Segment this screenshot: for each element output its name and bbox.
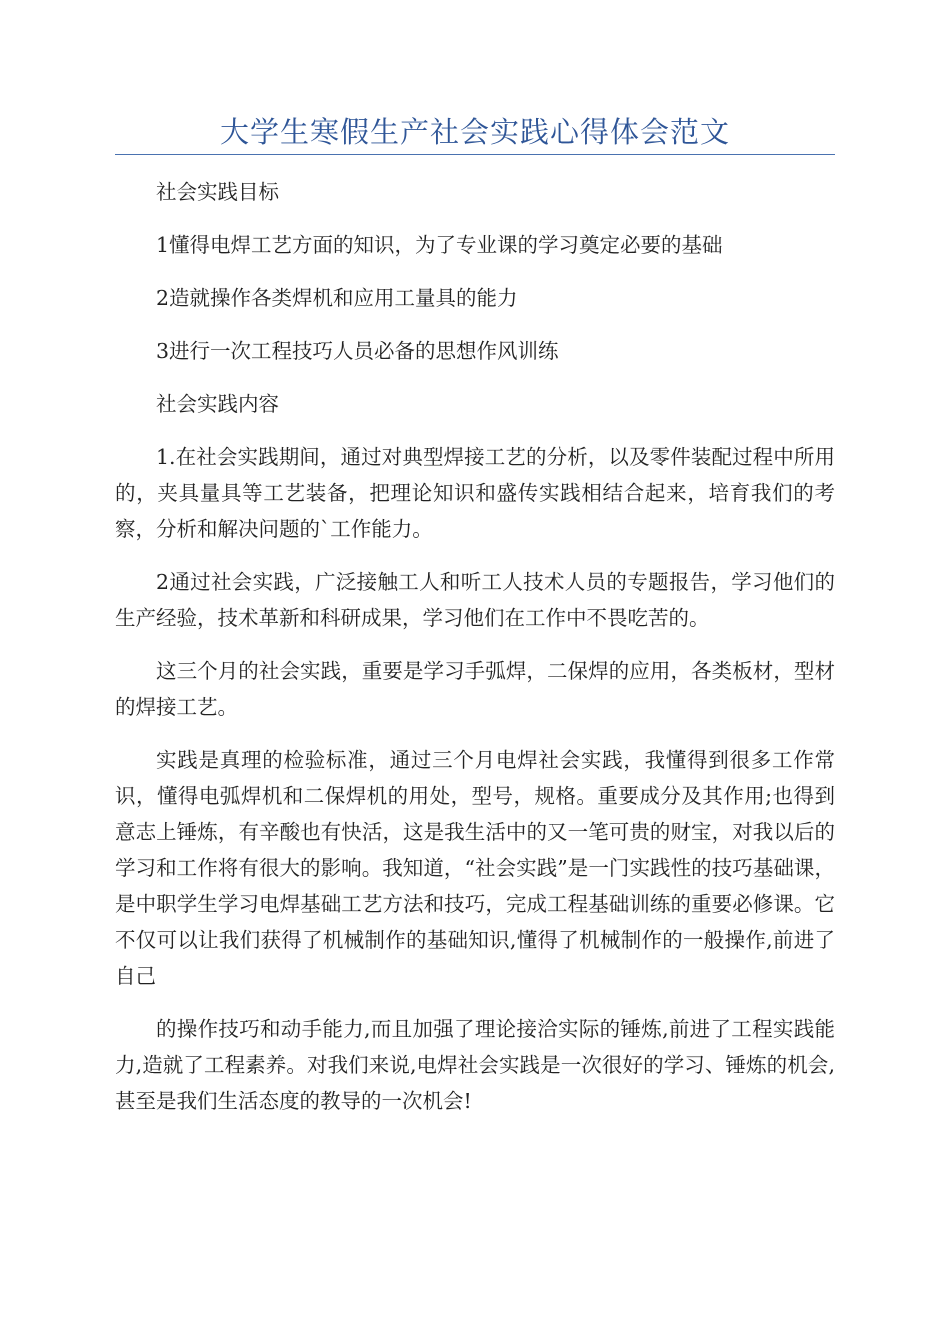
paragraph-content-1: 1.在社会实践期间，通过对典型焊接工艺的分析，以及零件装配过程中所用的，夹具量具等工艺装备，把理论知识和盛传实践相结合起来，培育我们的考察，分析和解决问题的`工作能力。 [115,445,835,541]
paragraph-content-heading: 社会实践内容 [156,392,279,416]
paragraph-content-2: 2通过社会实践，广泛接触工人和听工人技术人员的专题报告，学习他们的生产经验，技术革新和科研成果，学习他们在工作中不畏吃苦的。 [115,570,835,630]
paragraph-goal-1: 1懂得电焊工艺方面的知识，为了专业课的学习奠定必要的基础 [156,233,723,257]
paragraph-goal-3: 3进行一次工程技巧人员必备的思想作风训练 [156,339,559,363]
title-underline [115,154,835,155]
document-title: 大学生寒假生产社会实践心得体会范文 [219,115,730,149]
paragraph-summary: 这三个月的社会实践，重要是学习手弧焊，二保焊的应用，各类板材，型材的焊接工艺。 [115,659,835,719]
document-body [115,174,835,1136]
paragraph-goal-2: 2造就操作各类焊机和应用工量具的能力 [156,286,518,310]
paragraph-goals-heading: 社会实践目标 [156,180,279,204]
paragraph-conclusion: 的操作技巧和动手能力,而且加强了理论接洽实际的锤炼,前进了工程实践能力,造就了工程素养。对我们来说,电焊社会实践是一次很好的学习、锤炼的机会,甚至是我们生活态度的教导的一次机会! [115,1017,835,1113]
paragraph-reflection: 实践是真理的检验标准，通过三个月电焊社会实践，我懂得到很多工作常识，懂得电弧焊机和二保焊机的用处，型号，规格。重要成分及其作用;也得到意志上锤炼，有辛酸也有快活，这是我生活中的又一笔可贵的财宝，对我以后的学习和工作将有很大的影响。我知道，“社会实践”是一门实践性的技巧基础课，是中职学生学习电焊基础工艺方法和技巧，完成工程基础训练的重要必修课。它不仅可以让我们获得了机械制作的基础知识,懂得了机械制作的一般操作,前进了自己 [115,748,835,988]
